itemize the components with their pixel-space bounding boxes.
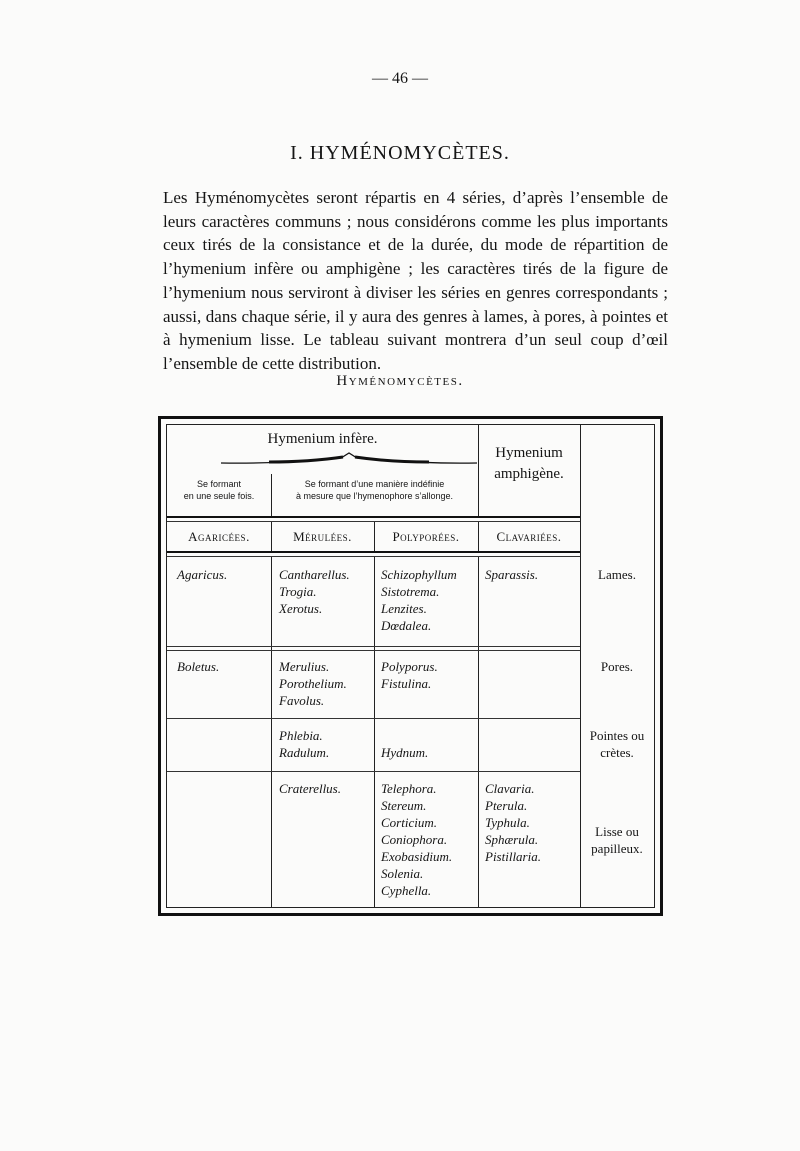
cell-r1-polyporees: Schizophyllum Sistotrema. Lenzites. Dœdalea.	[381, 567, 457, 633]
page-number: — 46 —	[372, 70, 428, 87]
cell-r2-agaricees: Boletus.	[177, 659, 220, 674]
rule-row-1b	[167, 650, 580, 651]
rule-columns-top	[167, 521, 580, 522]
cell-r2-polyporees: Polyporus. Fistulina.	[381, 659, 438, 691]
divider-col-2	[374, 556, 375, 907]
cell-r1-agaricees: Agaricus.	[177, 567, 228, 582]
header-hymenium-amphigene: Hymenium amphigène.	[494, 445, 564, 482]
table-inner-frame	[166, 424, 655, 908]
intro-paragraph: Les Hyménomycètes seront répartis en 4 séries, d’après l’ensemble de leurs caractères communs ; nous considérons comme les plus importants ceux tirés de la consistance et de la durée, du mode de répartition de l’hymenium infère ou amphigène ; les caractères tirés de la figure de l’hymenium nous serviront à diviser les séries en genres correspondants ; aussi, dans chaque série, il y aura des genres à lames, à pores, à pointes et à hymenium lisse. Le tableau suivant montrera d’un seul coup d’œil l’ensemble de cette distribution.	[163, 188, 668, 373]
brace-icon	[219, 452, 479, 466]
classification-table	[158, 416, 663, 916]
column-header-clavariees: Clavariées.	[496, 529, 562, 544]
rule-row-2	[167, 718, 580, 719]
rule-row-1	[167, 646, 580, 647]
cell-r1-clavariees: Sparassis.	[485, 567, 539, 582]
cell-r1-merulees: Cantharellus. Trogia. Xerotus.	[279, 567, 350, 616]
column-header-polyporees: Polyporées.	[392, 529, 460, 544]
row-label-pointes: Pointes ou crètes.	[589, 728, 645, 760]
column-header-merulees: Mérulées.	[293, 529, 352, 544]
divider-col-3	[478, 556, 479, 907]
cell-r4-merulees: Craterellus.	[279, 781, 341, 796]
sub-header-indefinite: Se formant d’une manière indéfinie à mesure que l’hymenophore s’allonge.	[295, 479, 454, 501]
rule-row-3	[167, 771, 580, 772]
divider-col-1	[271, 556, 272, 907]
row-label-pores: Pores.	[600, 659, 634, 674]
header-hymenium-infere: Hymenium infère.	[267, 431, 378, 447]
rule-columns-bottom	[167, 551, 580, 553]
sub-header-single: Se formant en une seule fois.	[183, 479, 255, 501]
cell-r3-polyporees: Hydnum.	[381, 745, 429, 760]
row-label-lames: Lames.	[598, 567, 636, 582]
cell-r2-merulees: Merulius. Porothelium. Favolus.	[279, 659, 347, 708]
row-label-lisse: Lisse ou papilleux.	[591, 824, 643, 856]
cell-r4-clavariees: Clavaria. Pterula. Typhula. Sphærula. Pistillaria.	[485, 781, 541, 864]
table-heading: Hyménomycètes.	[336, 373, 464, 389]
rule-body-top	[167, 556, 580, 557]
cell-r4-polyporees: Telephora. Stereum. Corticium. Coniophora. Exobasidium. Solenia. Cyphella.	[381, 781, 453, 898]
section-title: I. HYMÉNOMYCÈTES.	[290, 142, 510, 164]
cell-r3-merulees: Phlebia. Radulum.	[279, 728, 330, 760]
rule-header-bottom	[167, 516, 580, 518]
column-header-agaricees: Agaricées.	[188, 529, 250, 544]
